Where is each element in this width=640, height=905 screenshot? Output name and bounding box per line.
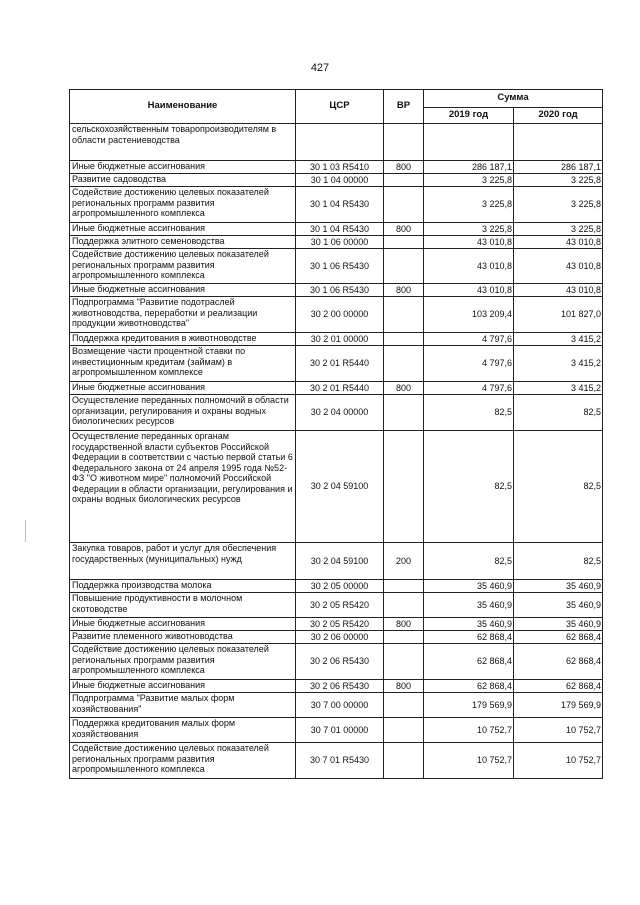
row-sum-2019-cell: 82,5: [424, 395, 514, 431]
row-name-cell: Содействие достижению целевых показателей региональных программ развития агропромышленного комплекса: [70, 249, 296, 284]
row-vr-cell: [384, 743, 424, 779]
row-name-cell: Иные бюджетные ассигнования: [70, 161, 296, 174]
row-sum-2020-cell: 3 415,2: [514, 382, 603, 395]
table-row: [70, 174, 603, 187]
table-row: [70, 249, 603, 284]
row-sum-2019-cell: 179 569,9: [424, 693, 514, 718]
row-sum-2020-cell: 3 225,8: [514, 187, 603, 223]
row-sum-2019-cell: [424, 124, 514, 161]
row-name-cell: Содействие достижению целевых показателей региональных программ развития агропромышленного комплекса: [70, 187, 296, 223]
row-name-cell: Иные бюджетные ассигнования: [70, 680, 296, 693]
row-sum-2019-cell: 10 752,7: [424, 743, 514, 779]
row-name-cell: Развитие садоводства: [70, 174, 296, 187]
row-sum-2019-cell: 82,5: [424, 543, 514, 580]
row-csr-cell: 30 7 01 R5430: [296, 743, 384, 779]
table-row: [70, 693, 603, 718]
table-row: [70, 124, 603, 161]
row-name-cell: Поддержка кредитования в животноводстве: [70, 333, 296, 346]
row-sum-2020-cell: 43 010,8: [514, 284, 603, 297]
budget-table: [69, 89, 603, 779]
row-vr-cell: [384, 236, 424, 249]
header-year-2019: 2019 год: [424, 108, 514, 124]
row-csr-cell: 30 1 03 R5410: [296, 161, 384, 174]
row-csr-cell: 30 2 05 R5420: [296, 618, 384, 631]
row-sum-2019-cell: 62 868,4: [424, 631, 514, 644]
table-row: [70, 718, 603, 743]
row-name-cell: Поддержка кредитования малых форм хозяйствования: [70, 718, 296, 743]
row-vr-cell: [384, 174, 424, 187]
row-sum-2020-cell: 62 868,4: [514, 680, 603, 693]
row-vr-cell: 800: [384, 223, 424, 236]
row-csr-cell: 30 2 01 R5440: [296, 346, 384, 382]
row-sum-2020-cell: 43 010,8: [514, 249, 603, 284]
row-vr-cell: [384, 631, 424, 644]
header-name: Наименование: [70, 90, 296, 124]
row-sum-2020-cell: 179 569,9: [514, 693, 603, 718]
table-row: [70, 395, 603, 431]
row-sum-2019-cell: 43 010,8: [424, 284, 514, 297]
row-sum-2020-cell: 35 460,9: [514, 580, 603, 593]
row-vr-cell: [384, 297, 424, 333]
row-vr-cell: [384, 395, 424, 431]
row-sum-2019-cell: 3 225,8: [424, 187, 514, 223]
row-sum-2020-cell: 35 460,9: [514, 618, 603, 631]
table-row: [70, 333, 603, 346]
row-csr-cell: 30 1 04 R5430: [296, 223, 384, 236]
row-name-cell: Повышение продуктивности в молочном скотоводстве: [70, 593, 296, 618]
row-sum-2020-cell: 43 010,8: [514, 236, 603, 249]
row-sum-2020-cell: [514, 124, 603, 161]
row-vr-cell: 200: [384, 543, 424, 580]
row-sum-2019-cell: 103 209,4: [424, 297, 514, 333]
row-name-cell: Подпрограмма "Развитие подотраслей животноводства, переработки и реализации продукции животноводства": [70, 297, 296, 333]
row-sum-2019-cell: 62 868,4: [424, 680, 514, 693]
row-csr-cell: 30 1 04 R5430: [296, 187, 384, 223]
table-row: [70, 161, 603, 174]
row-csr-cell: 30 2 06 00000: [296, 631, 384, 644]
table-row: [70, 431, 603, 543]
row-csr-cell: 30 2 06 R5430: [296, 644, 384, 680]
row-csr-cell: 30 1 04 00000: [296, 174, 384, 187]
table-row: [70, 297, 603, 333]
row-vr-cell: [384, 718, 424, 743]
row-name-cell: Содействие достижению целевых показателей региональных программ развития агропромышленного комплекса: [70, 743, 296, 779]
header-csr: ЦСР: [296, 90, 384, 124]
row-sum-2019-cell: 10 752,7: [424, 718, 514, 743]
row-sum-2020-cell: 82,5: [514, 543, 603, 580]
row-sum-2020-cell: 3 415,2: [514, 346, 603, 382]
row-sum-2020-cell: 10 752,7: [514, 718, 603, 743]
row-sum-2019-cell: 43 010,8: [424, 249, 514, 284]
row-sum-2019-cell: 4 797,6: [424, 346, 514, 382]
row-csr-cell: 30 2 04 59100: [296, 543, 384, 580]
table-row: [70, 618, 603, 631]
table-row: [70, 346, 603, 382]
row-name-cell: сельскохозяйственным товаропроизводителям в области растениеводства: [70, 124, 296, 161]
row-sum-2020-cell: 62 868,4: [514, 644, 603, 680]
table-row: [70, 593, 603, 618]
row-vr-cell: [384, 593, 424, 618]
row-sum-2020-cell: 3 415,2: [514, 333, 603, 346]
row-vr-cell: [384, 124, 424, 161]
row-name-cell: Поддержка элитного семеноводства: [70, 236, 296, 249]
row-sum-2020-cell: 3 225,8: [514, 174, 603, 187]
row-csr-cell: 30 2 04 59100: [296, 431, 384, 543]
row-name-cell: Осуществление переданных органам государственной власти субъектов Российской Федерации в соответствии с частью первой статьи 6 Федерального закона от 24 апреля 1995 года №52-ФЗ "О животном мире" полномочий Российской Федерации в области организации, регулирования и охраны водных биологических ресурсов: [70, 431, 296, 543]
row-vr-cell: [384, 187, 424, 223]
table-row: [70, 743, 603, 779]
table-row: [70, 680, 603, 693]
row-csr-cell: 30 1 06 R5430: [296, 249, 384, 284]
row-sum-2019-cell: 35 460,9: [424, 580, 514, 593]
row-csr-cell: 30 2 06 R5430: [296, 680, 384, 693]
row-sum-2019-cell: 35 460,9: [424, 618, 514, 631]
table-row: [70, 187, 603, 223]
row-vr-cell: 800: [384, 161, 424, 174]
header-sum: Сумма: [424, 90, 603, 108]
row-csr-cell: 30 2 00 00000: [296, 297, 384, 333]
table-row: [70, 382, 603, 395]
row-name-cell: Иные бюджетные ассигнования: [70, 284, 296, 297]
row-sum-2019-cell: 286 187,1: [424, 161, 514, 174]
row-vr-cell: [384, 644, 424, 680]
row-name-cell: Подпрограмма "Развитие малых форм хозяйствования": [70, 693, 296, 718]
row-name-cell: Иные бюджетные ассигнования: [70, 382, 296, 395]
table-row: [70, 236, 603, 249]
row-vr-cell: 800: [384, 284, 424, 297]
row-sum-2020-cell: 82,5: [514, 395, 603, 431]
row-csr-cell: 30 1 06 00000: [296, 236, 384, 249]
row-name-cell: Возмещение части процентной ставки по инвестиционным кредитам (займам) в агропромышленном комплексе: [70, 346, 296, 382]
row-csr-cell: 30 2 01 00000: [296, 333, 384, 346]
row-sum-2020-cell: 3 225,8: [514, 223, 603, 236]
row-name-cell: Поддержка производства молока: [70, 580, 296, 593]
row-vr-cell: [384, 431, 424, 543]
row-vr-cell: [384, 249, 424, 284]
row-name-cell: Развитие племенного животноводства: [70, 631, 296, 644]
row-csr-cell: 30 7 01 00000: [296, 718, 384, 743]
row-name-cell: Осуществление переданных полномочий в области организации, регулирования и охраны водных биологических ресурсов: [70, 395, 296, 431]
row-vr-cell: 800: [384, 618, 424, 631]
row-name-cell: Иные бюджетные ассигнования: [70, 618, 296, 631]
row-vr-cell: [384, 580, 424, 593]
table-row: [70, 580, 603, 593]
row-sum-2020-cell: 10 752,7: [514, 743, 603, 779]
row-vr-cell: [384, 333, 424, 346]
row-sum-2020-cell: 101 827,0: [514, 297, 603, 333]
row-csr-cell: 30 7 00 00000: [296, 693, 384, 718]
header-year-2020: 2020 год: [514, 108, 603, 124]
row-csr-cell: 30 2 05 00000: [296, 580, 384, 593]
row-sum-2019-cell: 43 010,8: [424, 236, 514, 249]
row-sum-2019-cell: 4 797,6: [424, 382, 514, 395]
row-vr-cell: [384, 693, 424, 718]
row-vr-cell: [384, 346, 424, 382]
header-vr: ВР: [384, 90, 424, 124]
row-sum-2019-cell: 4 797,6: [424, 333, 514, 346]
table-row: [70, 543, 603, 580]
row-sum-2019-cell: 3 225,8: [424, 223, 514, 236]
table-row: [70, 631, 603, 644]
row-vr-cell: 800: [384, 382, 424, 395]
row-sum-2020-cell: 286 187,1: [514, 161, 603, 174]
page-number: 427: [310, 62, 330, 74]
row-vr-cell: 800: [384, 680, 424, 693]
table-row: [70, 284, 603, 297]
row-csr-cell: 30 2 04 00000: [296, 395, 384, 431]
row-sum-2020-cell: 35 460,9: [514, 593, 603, 618]
row-sum-2019-cell: 35 460,9: [424, 593, 514, 618]
row-csr-cell: [296, 124, 384, 161]
row-name-cell: Закупка товаров, работ и услуг для обеспечения государственных (муниципальных) нужд: [70, 543, 296, 580]
row-sum-2019-cell: 82,5: [424, 431, 514, 543]
table-body: [70, 124, 603, 779]
row-sum-2020-cell: 62 868,4: [514, 631, 603, 644]
row-sum-2019-cell: 62 868,4: [424, 644, 514, 680]
table-row: [70, 644, 603, 680]
row-name-cell: Иные бюджетные ассигнования: [70, 223, 296, 236]
table-row: [70, 223, 603, 236]
scan-mark: [25, 520, 26, 542]
row-csr-cell: 30 2 01 R5440: [296, 382, 384, 395]
row-name-cell: Содействие достижению целевых показателей региональных программ развития агропромышленного комплекса: [70, 644, 296, 680]
row-sum-2020-cell: 82,5: [514, 431, 603, 543]
row-sum-2019-cell: 3 225,8: [424, 174, 514, 187]
row-csr-cell: 30 2 05 R5420: [296, 593, 384, 618]
row-csr-cell: 30 1 06 R5430: [296, 284, 384, 297]
